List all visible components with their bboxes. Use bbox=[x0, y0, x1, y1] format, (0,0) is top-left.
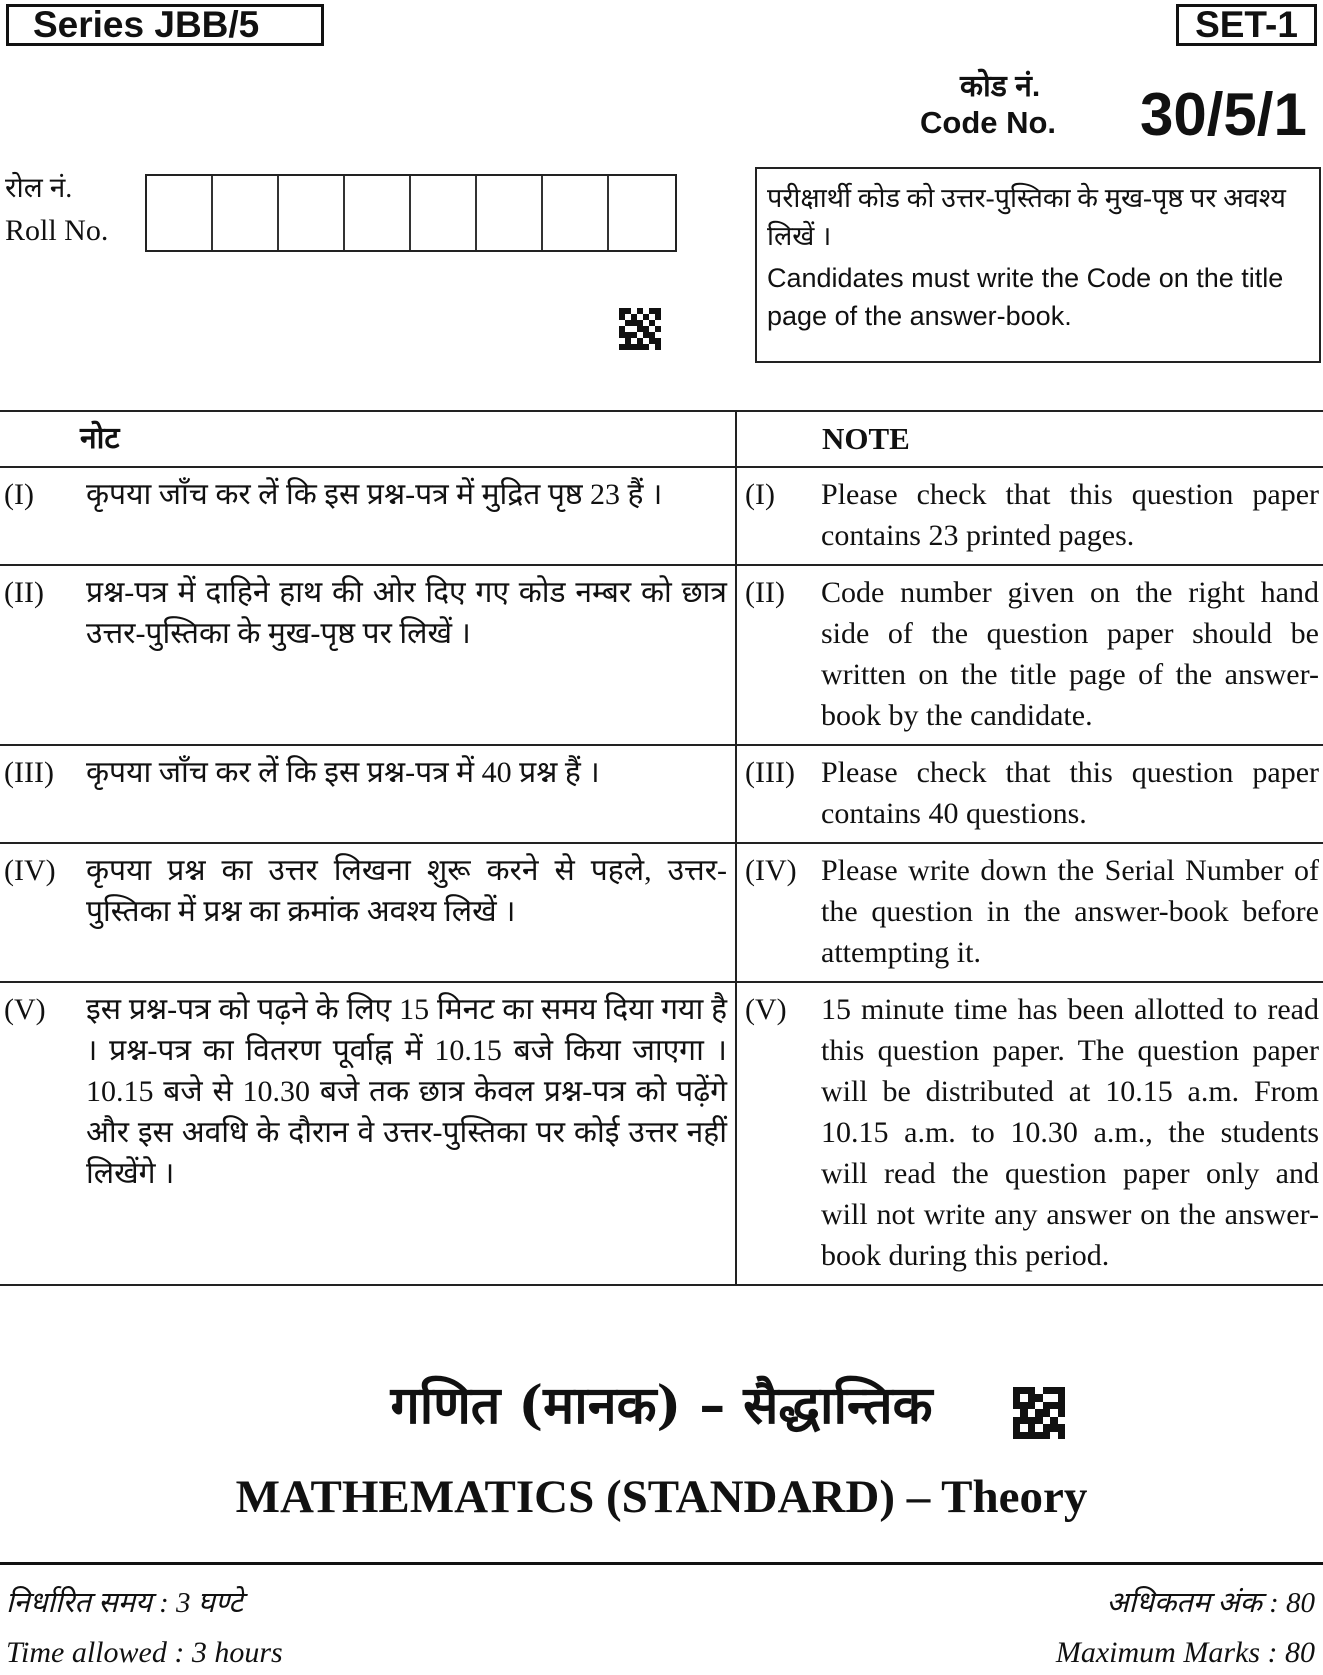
note-number: (IV) bbox=[745, 854, 797, 887]
roll-digit-box[interactable] bbox=[345, 176, 411, 250]
note-text-hindi: प्रश्न-पत्र में दाहिने हाथ की ओर दिए गए कोड नम्बर को छात्र उत्तर-पुस्तिका के मुख-पृष्ठ पर लिखें । bbox=[86, 576, 727, 650]
divider bbox=[0, 1562, 1323, 1565]
roll-label-english: Roll No. bbox=[5, 214, 109, 247]
note-number: (II) bbox=[745, 576, 785, 609]
time-allowed-hindi: निर्धारित समय : 3 घण्टे bbox=[6, 1587, 243, 1619]
roll-digit-box[interactable] bbox=[411, 176, 477, 250]
note-text-english: Please write down the Serial Number of the question in the answer-book before attempting it. bbox=[821, 854, 1319, 969]
note-text-english: Code number given on the right hand side of the question paper should be written on the title page of the answer-book by the candidate. bbox=[821, 576, 1319, 732]
note-number: (V) bbox=[745, 993, 787, 1026]
roll-digit-box[interactable] bbox=[543, 176, 609, 250]
note-text-english: 15 minute time has been allotted to read this question paper. The question paper will be distributed at 10.15 a.m. From 10.15 a.m. to 10.30 a.m., the students will read the question paper only and will not write any answer on the answer-book during this period. bbox=[821, 993, 1319, 1272]
roll-digit-box[interactable] bbox=[477, 176, 543, 250]
maximum-marks-english: Maximum Marks : 80 bbox=[1055, 1636, 1315, 1669]
note-text-hindi: कृपया प्रश्न का उत्तर लिखना शुरू करने से पहले, उत्तर-पुस्तिका में प्रश्न का क्रमांक अवश्य लिखें । bbox=[86, 854, 727, 928]
subject-title-hindi: गणित (मानक) – सैद्धान्तिक bbox=[390, 1375, 933, 1436]
note-number: (III) bbox=[4, 756, 54, 789]
series-label: Series JBB/5 bbox=[6, 4, 324, 46]
note-header-row bbox=[0, 411, 1323, 467]
roll-label-hindi: रोल नं. bbox=[5, 173, 73, 204]
note-number: (I) bbox=[745, 478, 775, 511]
set-label: SET-1 bbox=[1176, 4, 1317, 46]
note-row bbox=[0, 982, 1323, 1285]
note-text-hindi: कृपया जाँच कर लें कि इस प्रश्न-पत्र में 40 प्रश्न हैं । bbox=[86, 756, 600, 789]
note-row bbox=[0, 565, 1323, 745]
roll-digit-box[interactable] bbox=[279, 176, 345, 250]
code-number: 30/5/1 bbox=[1140, 81, 1307, 148]
note-number: (III) bbox=[745, 756, 795, 789]
subject-title-english: MATHEMATICS (STANDARD) – Theory bbox=[235, 1471, 1088, 1523]
note-text-hindi: कृपया जाँच कर लें कि इस प्रश्न-पत्र में मुद्रित पृष्ठ 23 हैं । bbox=[86, 478, 663, 511]
roll-digit-box[interactable] bbox=[609, 176, 675, 250]
note-number: (V) bbox=[4, 993, 46, 1026]
code-label-english: Code No. bbox=[920, 105, 1057, 140]
roll-digit-box[interactable] bbox=[147, 176, 213, 250]
note-row bbox=[0, 843, 1323, 982]
note-heading-hindi: नोट bbox=[0, 411, 736, 467]
candidate-instruction-box bbox=[755, 167, 1321, 363]
note-row bbox=[0, 467, 1323, 565]
note-text-english: Please check that this question paper contains 23 printed pages. bbox=[821, 478, 1319, 552]
qr-code-icon bbox=[1013, 1387, 1065, 1439]
note-heading-english: NOTE bbox=[822, 421, 910, 456]
note-number: (I) bbox=[4, 478, 34, 511]
note-table bbox=[0, 410, 1323, 1286]
note-text-hindi: इस प्रश्न-पत्र को पढ़ने के लिए 15 मिनट का समय दिया गया है । प्रश्न-पत्र का वितरण पूर्वाह्न में 10.15 बजे किया जाएगा । 10.15 बजे से 10.30 बजे तक छात्र केवल प्रश्न-पत्र को पढ़ेंगे और इस अवधि के दौरान वे उत्तर-पुस्तिका पर कोई उत्तर नहीं लिखेंगे । bbox=[86, 993, 727, 1190]
candidate-note-hindi: परीक्षार्थी कोड को उत्तर-पुस्तिका के मुख-पृष्ठ पर अवश्य लिखें । bbox=[767, 183, 1286, 251]
roll-number-boxes[interactable] bbox=[145, 174, 677, 252]
candidate-note-english: Candidates must write the Code on the title page of the answer-book. bbox=[767, 263, 1284, 331]
note-text-english: Please check that this question paper contains 40 questions. bbox=[821, 756, 1319, 830]
note-row bbox=[0, 745, 1323, 843]
code-label-hindi: कोड नं. bbox=[960, 70, 1041, 103]
qr-code-icon bbox=[619, 308, 661, 350]
roll-digit-box[interactable] bbox=[213, 176, 279, 250]
maximum-marks-hindi: अधिकतम अंक : 80 bbox=[1106, 1587, 1315, 1619]
note-number: (II) bbox=[4, 576, 44, 609]
time-allowed-english: Time allowed : 3 hours bbox=[6, 1636, 283, 1669]
note-number: (IV) bbox=[4, 854, 56, 887]
